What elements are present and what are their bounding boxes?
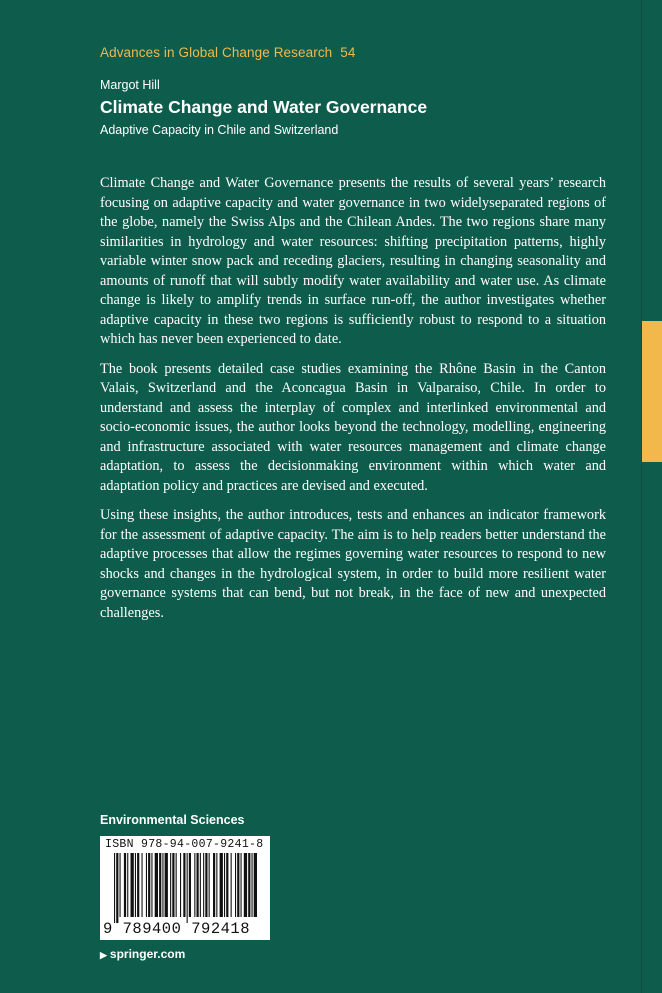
barcode-bar xyxy=(124,853,126,917)
book-title: Climate Change and Water Governance xyxy=(100,97,428,117)
barcode-bar xyxy=(189,853,191,917)
barcode-bar xyxy=(226,853,228,917)
barcode-bar xyxy=(137,853,139,917)
blurb-paragraph-2: The book presents detailed case studies examining the Rhône Basin in the Canton Valais, Switzerland and the Aconcagua Basin in Valparaiso, Chile. In order to understand and assess the interplay of complex and interlinked environmental and socio-economic issues, the author looks beyond the technology, modelling, engineering and infrastructure associated with water resources management and climate change adaptation, to assess the decisionmaking environment within which water and adaptation policy and practices are devised and executed. xyxy=(100,360,606,494)
barcode-bar xyxy=(200,853,201,917)
barcode-bar xyxy=(127,853,128,917)
barcode-bar xyxy=(235,853,236,917)
subject-category: Environmental Sciences xyxy=(100,813,245,827)
series-line xyxy=(100,45,356,60)
barcode-bar xyxy=(216,853,217,917)
author-name: Margot Hill xyxy=(100,78,160,92)
barcode-digits: 9 789400 792418 xyxy=(103,920,251,938)
book-subtitle: Adaptive Capacity in Chile and Switzerland xyxy=(100,123,339,137)
triangle-arrow-icon: ▶ xyxy=(100,950,107,960)
barcode-bar xyxy=(248,853,250,917)
isbn-label: ISBN 978-94-007-9241-8 xyxy=(105,838,264,851)
barcode-bar xyxy=(180,853,181,917)
barcode-bar xyxy=(176,853,177,917)
barcode-bar xyxy=(187,853,188,923)
barcode-bar xyxy=(224,853,225,917)
barcode-bar xyxy=(159,853,161,917)
publisher-link-text: springer.com xyxy=(109,947,186,961)
barcode-bars xyxy=(114,853,258,923)
publisher-link[interactable] xyxy=(100,947,185,961)
barcode-bar xyxy=(142,853,143,917)
series-number: 54 xyxy=(340,45,356,60)
barcode-bar xyxy=(131,853,134,917)
barcode-bar xyxy=(162,853,163,917)
barcode-bar xyxy=(165,853,168,917)
barcode-bar xyxy=(237,853,239,917)
barcode-bar xyxy=(183,853,185,917)
barcode-bar xyxy=(197,853,199,917)
spine-color-tab xyxy=(642,321,662,462)
barcode-bar xyxy=(203,853,204,917)
barcode-bar xyxy=(220,853,223,917)
barcode-bar xyxy=(120,853,121,917)
barcode-bar xyxy=(155,853,158,917)
barcode-bar xyxy=(244,853,247,917)
barcode-bar xyxy=(135,853,136,917)
barcode-bar xyxy=(172,853,174,917)
barcode-bar xyxy=(194,853,195,917)
barcode-bar xyxy=(170,853,171,917)
blurb-paragraph-3: Using these insights, the author introduces, tests and enhances an indicator framework for the assessment of adaptive capacity. The aim is to help readers better understand the adaptive processes that allow the regimes governing water resources to respond to new shocks and changes in the hydrological system, in order to build more resilient water governance systems that can bend, but not break, in the face of new and unexpected challenges. xyxy=(100,507,606,621)
barcode-bar xyxy=(148,853,150,917)
barcode-bar xyxy=(254,853,257,917)
barcode-bar xyxy=(205,853,207,917)
isbn-barcode xyxy=(100,836,270,940)
barcode-bar xyxy=(252,853,253,917)
barcode-bar xyxy=(241,853,242,917)
blurb-paragraph-1: Climate Change and Water Governance presents the results of several years’ research focusing on adaptive capacity and water governance in two widelyseparated regions of the globe, namely the Swiss Alps and the Chilean Andes. The two regions share many similarities in hydrology and water resources: shifting precipitation patterns, highly variable winter snow pack and receding glaciers, resulting in changing seasonality and amounts of runoff that will subtly modify water availability and water use. As climate change is likely to amplify trends in surface run-off, the author investigates whether adaptive capacity in these two regions is sufficiently robust to respond to a situation which has never been experienced to date. xyxy=(100,175,606,347)
barcode-bar xyxy=(231,853,232,917)
barcode-bar xyxy=(116,853,118,923)
barcode-bar xyxy=(146,853,147,917)
barcode-bar xyxy=(213,853,215,917)
barcode-bar xyxy=(151,853,152,917)
blurb xyxy=(100,174,606,633)
barcode-bar xyxy=(114,853,115,923)
barcode-bar xyxy=(209,853,210,917)
series-name: Advances in Global Change Research xyxy=(100,45,333,60)
spine-edge xyxy=(641,0,642,993)
